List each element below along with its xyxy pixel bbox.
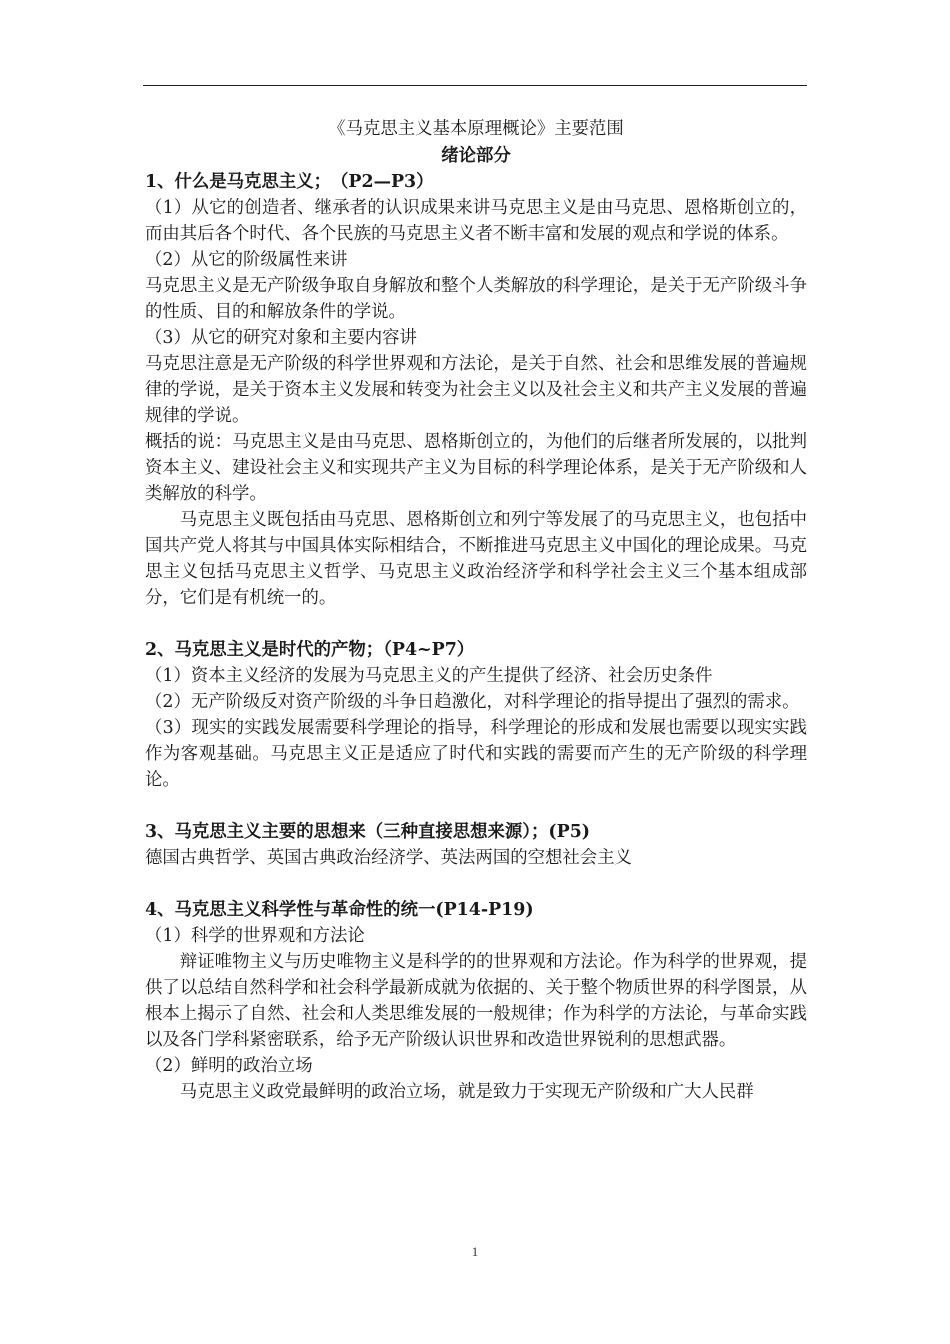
paragraph: （3）现实的实践发展需要科学理论的指导，科学理论的形成和发展也需要以现实实践作为客观基础。马克思主义正是适应了时代和实践的需要而产生的无产阶级的科学理论。 [145, 718, 807, 790]
part-heading: 绪论部分 [441, 146, 511, 166]
section-heading: 3、马克思主义主要的思想来（三种直接思想来源）；(P5) [145, 822, 591, 842]
section-2 [145, 637, 807, 793]
paragraph: 德国古典哲学、英国古典政治经济学、英法两国的空想社会主义 [145, 848, 632, 868]
paragraph: （2）无产阶级反对资产阶级的斗争日趋激化，对科学理论的指导提出了强烈的需求。 [145, 692, 800, 712]
paragraph: （1）资本主义经济的发展为马克思主义的产生提供了经济、社会历史条件 [145, 666, 713, 686]
page-number: 1 [471, 1244, 479, 1259]
spacer [145, 871, 807, 897]
paragraph: 马克思主义既包括由马克思、恩格斯创立和列宁等发展了的马克思主义，也包括中国共产党人将其与中国具体实际相结合，不断推进马克思主义中国化的理论成果。马克思主义包括马克思主义哲学、马克思主义政治经济学和科学社会主义三个基本组成部分，它们是有机统一的。 [145, 510, 807, 608]
header-rule [143, 85, 807, 86]
paragraph: 马克思注意是无产阶级的科学世界观和方法论，是关于自然、社会和思维发展的普遍规律的学说，是关于资本主义发展和转变为社会主义以及社会主义和共产主义发展的普遍规律的学说。 [145, 354, 807, 426]
section-heading: 2、马克思主义是时代的产物；（P4~P7） [145, 640, 475, 660]
spacer [145, 793, 807, 819]
document-title: 《马克思主义基本原理概论》主要范围 [328, 119, 624, 139]
section-heading: 4、马克思主义科学性与革命性的统一(P14-P19) [145, 900, 534, 920]
paragraph: 概括的说：马克思主义是由马克思、恩格斯创立的，为他们的后继者所发展的，以批判资本主义、建设社会主义和实现共产主义为目标的科学理论体系，是关于无产阶级和人类解放的科学。 [145, 432, 807, 504]
paragraph: （1）科学的世界观和方法论 [145, 926, 365, 946]
section-1 [145, 169, 807, 611]
paragraph: （1）从它的创造者、继承者的认识成果来讲马克思主义是由马克思、恩格斯创立的，而由其后各个时代、各个民族的马克思主义者不断丰富和发展的观点和学说的体系。 [145, 198, 807, 244]
paragraph: 马克思主义是无产阶级争取自身解放和整个人类解放的科学理论，是关于无产阶级斗争的性质、目的和解放条件的学说。 [145, 276, 807, 322]
paragraph: （2）从它的阶级属性来讲 [145, 250, 348, 270]
paragraph: （2）鲜明的政治立场 [145, 1056, 313, 1076]
section-3 [145, 819, 807, 871]
paragraph: 辩证唯物主义与历史唯物主义是科学的的世界观和方法论。作为科学的世界观，提供了以总结自然科学和社会科学最新成就为依据的、关于整个物质世界的科学图景，从根本上揭示了自然、社会和人类思维发展的一般规律；作为科学的方法论，与革命实践以及各门学科紧密联系，给予无产阶级认识世界和改造世界锐利的思想武器。 [145, 952, 807, 1050]
document-body [145, 116, 807, 1105]
section-4 [145, 897, 807, 1105]
section-heading: 1、什么是马克思主义； （P2—P3） [145, 172, 434, 192]
spacer [145, 611, 807, 637]
paragraph: 马克思主义政党最鲜明的政治立场，就是致力于实现无产阶级和广大人民群 [179, 1082, 754, 1102]
paragraph: （3）从它的研究对象和主要内容讲 [145, 328, 417, 348]
